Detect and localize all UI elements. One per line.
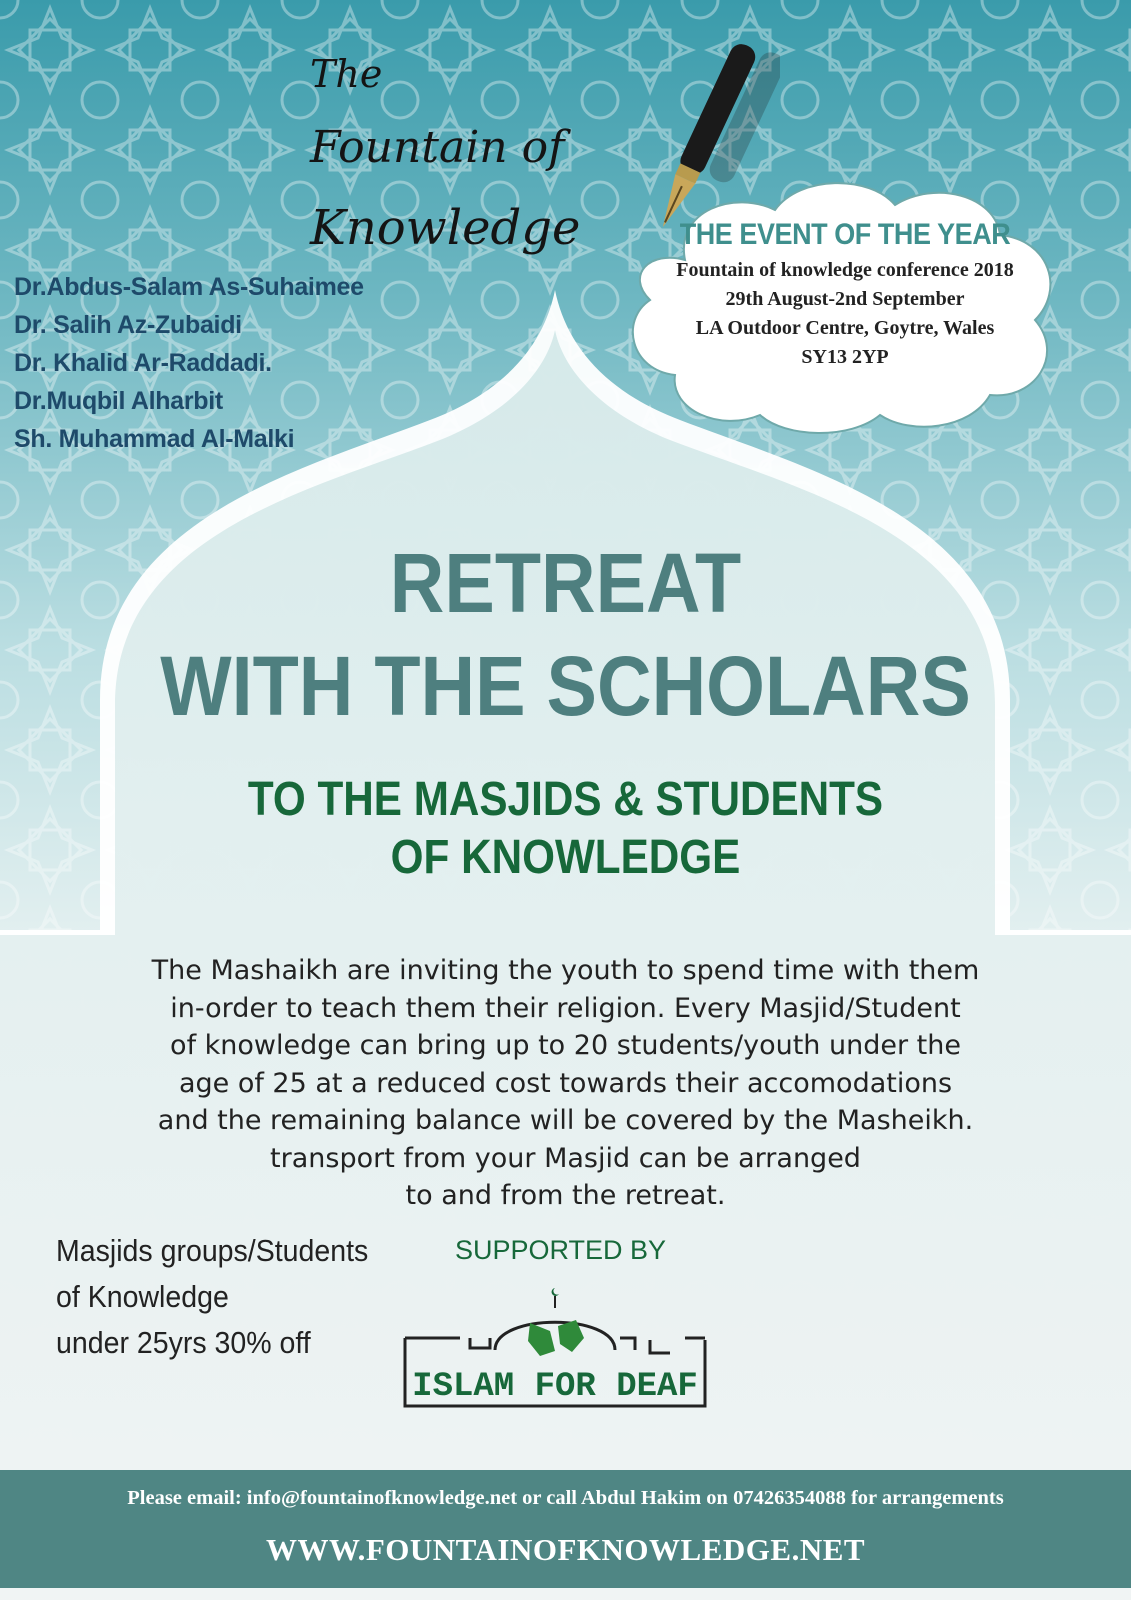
brand-line-3: Knowledge [310, 200, 581, 256]
subtitle-line-1: TO THE MASJIDS & STUDENTS [247, 773, 884, 826]
supported-by-label: SUPPORTED BY [455, 1235, 667, 1265]
footer-contact[interactable]: Please email: info@fountainofknowledge.net or call Abdul Hakim on 07426354088 for arrangements [127, 1487, 1004, 1509]
offer-line: Masjids groups/Students [56, 1233, 369, 1268]
description-line: age of 25 at a reduced cost towards their accomodations [178, 1067, 953, 1099]
scholar-name: Dr. Khalid Ar-Raddadi. [14, 349, 272, 377]
main-title-line-1: RETREAT [389, 536, 742, 630]
scholars-list [14, 268, 364, 458]
event-dates: 29th August-2nd September [725, 288, 965, 310]
logo-text: ISLAM FOR DEAF [412, 1368, 698, 1406]
offer-line: under 25yrs 30% off [56, 1325, 311, 1360]
subtitle-line-2: OF KNOWLEDGE [390, 831, 741, 884]
main-title-line-2: WITH THE SCHOLARS [160, 639, 971, 733]
scholar-name: Sh. Muhammad Al-Malki [14, 425, 295, 453]
scholar-name: Dr. Salih Az-Zubaidi [14, 311, 242, 339]
discount-offer [56, 1228, 368, 1366]
event-details [625, 218, 1065, 372]
description-line: in-order to teach them their religion. Every Masjid/Student [170, 992, 961, 1024]
description-line: and the remaining balance will be covered by the Masheikh. [157, 1105, 974, 1136]
description-line: of knowledge can bring up to 20 students/youth under the [170, 1030, 961, 1061]
event-venue: LA Outdoor Centre, Goytre, Wales [695, 317, 995, 339]
description-paragraph [60, 952, 1071, 1215]
event-heading: THE EVENT OF THE YEAR [679, 218, 1011, 251]
event-postcode: SY13 2YP [801, 346, 889, 368]
description-line: The Mashaikh are inviting the youth to spend time with them [151, 955, 980, 986]
scholar-name: Dr.Abdus-Salam As-Suhaimee [14, 273, 364, 301]
description-line: to and from the retreat. [405, 1180, 726, 1211]
footer-website-link[interactable]: WWW.FOUNTAINOFKNOWLEDGE.NET [265, 1532, 866, 1567]
brand-line-1: The [310, 52, 383, 96]
scholar-name: Dr.Muqbil Alharbit [14, 387, 223, 415]
brand-line-2: Fountain of [310, 122, 565, 173]
offer-line: of Knowledge [56, 1279, 229, 1314]
event-name: Fountain of knowledge conference 2018 [676, 259, 1014, 281]
islam-for-deaf-logo [400, 1278, 710, 1418]
description-line: transport from your Masjid can be arranged [270, 1142, 861, 1174]
